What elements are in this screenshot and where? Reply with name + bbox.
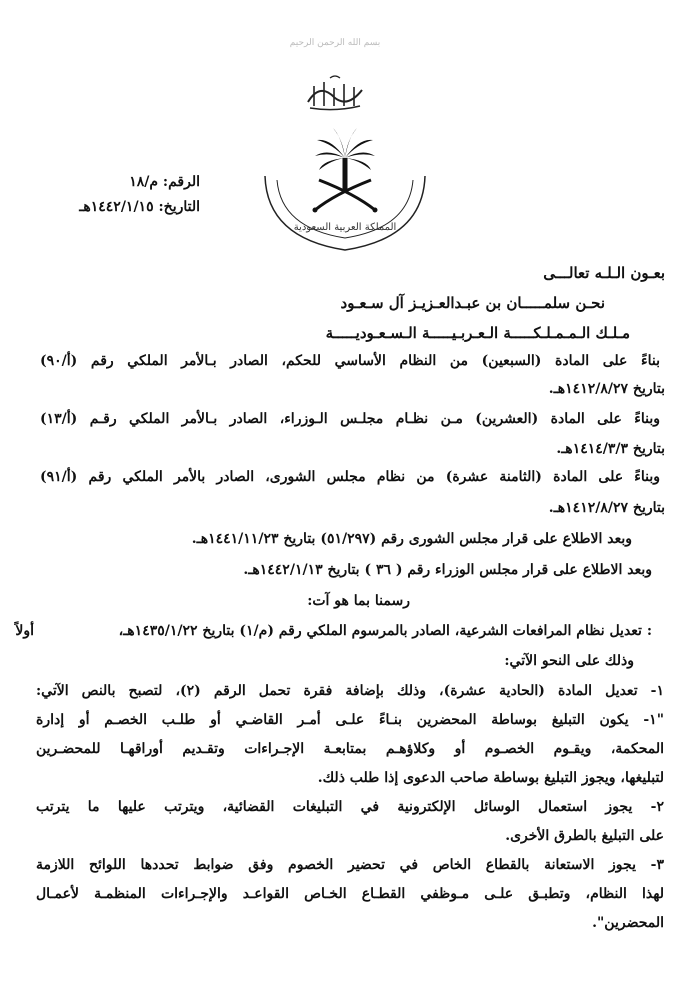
king-title: مـلـك الـمـمـلـكـــــة الـعـربـيـــــة الـسـعـوديـــــة bbox=[325, 324, 630, 342]
decree-number: الرقم: م/١٨ bbox=[129, 174, 200, 190]
paragraph-2-line-2: على التبليغ بالطرق الأخرى. bbox=[505, 828, 664, 844]
paragraph-1-line-3: لتبليغها، ويجوز التبليغ بوساطة صاحب الدعوى إذا طلب ذلك. bbox=[317, 770, 664, 786]
cabinet-consideration: وبعد الاطلاع على قرار مجلس الوزراء رقم ( ٣٦ ) بتاريخ ١٤٤٢/١/١٣هـ. bbox=[243, 562, 652, 578]
opening-invocation: بعـون الـلـه تعالـــى bbox=[543, 264, 665, 282]
article-one-line-1: : تعديل نظام المرافعات الشرعية، الصادر بالمرسوم الملكي رقم (م/١) بتاريخ ١٤٣٥/١/٢٢هـ، bbox=[118, 623, 652, 639]
preamble-2-line-2: بتاريخ ١٤١٤/٣/٣هـ. bbox=[556, 441, 665, 457]
shahada-calligraphy-icon bbox=[300, 72, 370, 112]
shura-council-consideration: وبعد الاطلاع على قرار مجلس الشورى رقم (٥١/٢٩٧) بتاريخ ١٤٤١/١١/٢٣هـ. bbox=[191, 531, 632, 547]
king-name: نحـن سلمـــــان بن عبـدالعـزيـز آل سـعـود bbox=[340, 294, 605, 312]
basmala-calligraphy: بسم الله الرحمن الرحيم bbox=[289, 38, 381, 48]
article-one-line-2: وذلك على النحو الآتي: bbox=[504, 653, 634, 669]
paragraph-3-line-3: المحضرين". bbox=[592, 915, 664, 931]
saudi-emblem-icon bbox=[255, 118, 435, 258]
preamble-2-line-1: وبناءً على المادة (العشرين) مـن نظـام مجلـس الـوزراء، الصادر بـالأمر الملكي رقـم (أ/١٣) bbox=[40, 411, 660, 427]
paragraph-1-line-1: "١- يكون التبليغ بوساطة المحضرين بنـاءً علـى أمـر القاضـي أو طلـب الخصـم أو إدارة bbox=[36, 712, 664, 728]
paragraph-3-line-1: ٣- يجوز الاستعانة بالقطاع الخاص في تحضير الخصوم وفق ضوابط تحددها اللوائح اللازمة bbox=[36, 857, 664, 873]
preamble-1-line-1: بناءً على المادة (السبعين) من النظام الأساسي للحكم، الصادر بـالأمر الملكي رقم (أ/٩٠) bbox=[40, 353, 660, 369]
decree-statement: رسمنا بما هو آت: bbox=[307, 593, 410, 609]
preamble-3-line-2: بتاريخ ١٤١٢/٨/٢٧هـ. bbox=[548, 500, 665, 516]
amendment-heading: ١- تعديل المادة (الحادية عشرة)، وذلك بإضافة فقرة تحمل الرقم (٢)، لتصبح بالنص الآتي: bbox=[36, 683, 664, 699]
decree-date: التاريخ: ١٤٤٢/١/١٥هـ bbox=[79, 199, 200, 215]
svg-text:المملكة العربية السعودية: المملكة العربية السعودية bbox=[293, 222, 397, 233]
preamble-3-line-1: وبناءً على المادة (الثامنة عشرة) من نظام مجلس الشورى، الصادر بالأمر الملكي رقم (أ/٩١) bbox=[40, 469, 660, 485]
paragraph-3-line-2: لهذا النظام، وتطبـق علـى مـوظفي القطـاع الخـاص القواعـد والإجـراءات المنظمـة لأعمـال bbox=[36, 886, 664, 902]
preamble-1-line-2: بتاريخ ١٤١٢/٨/٢٧هـ. bbox=[548, 381, 665, 397]
paragraph-2-line-1: ٢- يجوز استعمال الوسائل الإلكترونية في التبليغات القضائية، ويترتب عليها ما يترتب bbox=[36, 799, 664, 815]
paragraph-1-line-2: المحكمة، ويقـوم الخصـوم أو وكلاؤهـم بمتابعـة الإجـراءات وتقـديم أوراقهـا للمحضـرين bbox=[36, 741, 664, 757]
article-one-label: أولاً bbox=[15, 623, 34, 639]
